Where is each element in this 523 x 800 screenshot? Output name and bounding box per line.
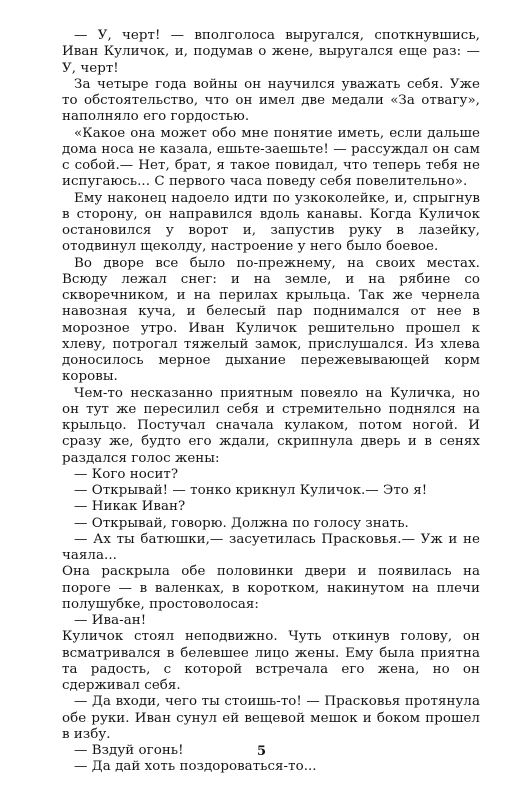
paragraph-2: За четыре года войны он научился уважать себя. Уже то обстоятельство, что он имел две медали «За отвагу», наполняло его гордостью. bbox=[62, 76, 480, 125]
dialogue-line-9: — Да дай хоть поздороваться-то... bbox=[74, 759, 317, 775]
dialogue-line-2: — Открывай! — тонко крикнул Куличок.— Это я! bbox=[74, 483, 428, 498]
dialogue-line-3: — Никак Иван? bbox=[74, 499, 186, 515]
paragraph-8: Куличок стоял неподвижно. Чуть откинув голову, он всматривался в белевшее лицо жены. Ему была приятна та радость, с которой встречала его жена, но он сдерживал себя. bbox=[62, 629, 480, 693]
dialogue-line-1: — Кого носит? bbox=[74, 466, 179, 482]
dialogue-line-5: — Ах ты батюшки,— засуетилась Прасковья.— Уж и не чаяла... bbox=[62, 531, 480, 563]
paragraph-1: — У, черт! — вполголоса выругался, споткнувшись, Иван Куличок, и, подумав о жене, выругался еще раз: — У, черт! bbox=[62, 28, 480, 76]
paragraph-7: Она раскрыла обе половинки двери и появилась на пороге — в валенках, в коротком, накинутом на плечи полушубке, простоволосая: bbox=[62, 564, 480, 612]
paragraph-3: «Какое она может обо мне понятие иметь, если дальше дома носа не казала, ешьте-заешьте! — рассуждал он сам с собой.— Нет, брат, я такое повидал, что теперь тебя не испугаюсь... С первого часа поведу себя повелительно». bbox=[62, 125, 480, 190]
paragraph-5: Во дворе все было по-прежнему, на своих местах. Всюду лежал снег: и на земле, и на рябине со скворечником, и на перилах крыльца. Так же чернела навозная куча, и белесый пар поднимался от нее в морозное утро. Иван Куличок решительно прошел к хлеву, потрогал тяжелый замок, прислушался. Из хлева доносилось мерное дыхание пережевывающей корм коровы. bbox=[62, 255, 480, 385]
paragraph-6: Чем-то несказанно приятным повеяло на Куличка, но он тут же пересилил себя и стремительно поднялся на крыльцо. Постучал сначала кулаком, потом ногой. И сразу же, будто его ждали, скрипнула дверь и в сенях раздался голос жены: bbox=[62, 385, 480, 466]
dialogue-line-4: — Открывай, говорю. Должна по голосу знать. bbox=[74, 515, 409, 531]
dialogue-line-7: — Да входи, чего ты стоишь-то! — Прасковья протянула обе руки. Иван сунул ей вещевой мешок и боком прошел в избу. bbox=[62, 694, 480, 742]
paragraph-4: Ему наконец надоело идти по узкоколейке, и, спрыгнув в сторону, он направился вдоль канавы. Когда Куличок остановился у ворот и, запустив руку в лазейку, отодвинул щеколду, настроение у него было боевое. bbox=[62, 190, 480, 255]
dialogue-line-6: — Ива-ан! bbox=[74, 613, 147, 628]
dialogue-line-8: — Вздуй огонь! bbox=[74, 743, 184, 758]
page-number: 5 bbox=[256, 744, 267, 759]
page-body bbox=[62, 28, 480, 776]
